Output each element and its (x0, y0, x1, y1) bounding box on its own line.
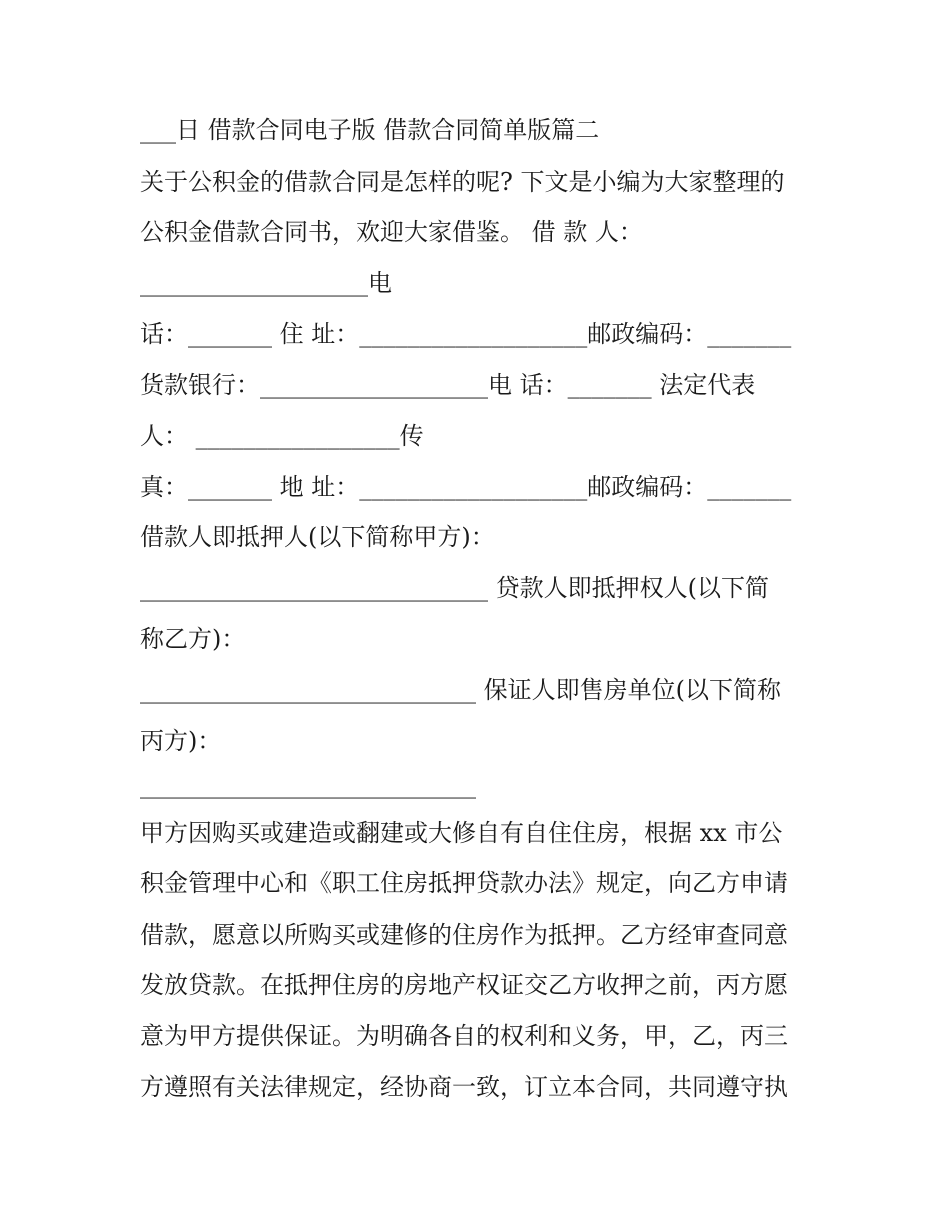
party-c-line: ____________________________ 保证人即售房单位(以下简称 (140, 676, 781, 704)
heading-line: ___日 借款合同电子版 借款合同简单版篇二 (140, 116, 600, 144)
fax-address-line: 真：_______ 地 址：___________________邮政编码：_______ (140, 473, 792, 501)
party-b-cont-line: 称乙方)： (140, 625, 246, 653)
body-line-6: 方遵照有关法律规定，经协商一致，订立本合同，共同遵守执 (140, 1073, 788, 1101)
party-a-line: 借款人即抵押人(以下简称甲方)： (140, 523, 495, 551)
phone-address-line: 话：_______ 住 址：___________________邮政编码：_______ (140, 320, 792, 348)
body-line-3: 借款，愿意以所购买或建修的住房作为抵押。乙方经审查同意 (140, 921, 788, 949)
intro-line-1: 关于公积金的借款合同是怎样的呢? 下文是小编为大家整理的 (140, 168, 785, 196)
party-c-cont-line: 丙方)： (140, 727, 222, 755)
party-c-blank-line: ____________________________ (140, 771, 476, 799)
party-b-line: _____________________________ 贷款人即抵押权人(以下简 (140, 574, 769, 602)
body-line-5: 意为甲方提供保证。为明确各自的权利和义务，甲，乙，丙三 (140, 1022, 788, 1050)
legal-rep-line: 人： _________________传 (140, 422, 424, 450)
body-line-4: 发放贷款。在抵押住房的房地产权证交乙方收押之前，丙方愿 (140, 971, 788, 999)
borrower-blank-line: ___________________电 (140, 269, 392, 297)
bank-line: 货款银行：___________________电 话：_______ 法定代表 (140, 371, 756, 399)
intro-line-2: 公积金借款合同书，欢迎大家借鉴。 借 款 人： (140, 218, 643, 246)
body-line-1: 甲方因购买或建造或翻建或大修自有自住住房，根据 xx 市公 (140, 819, 783, 847)
body-line-2: 积金管理中心和《职工住房抵押贷款办法》规定，向乙方申请 (140, 869, 788, 897)
